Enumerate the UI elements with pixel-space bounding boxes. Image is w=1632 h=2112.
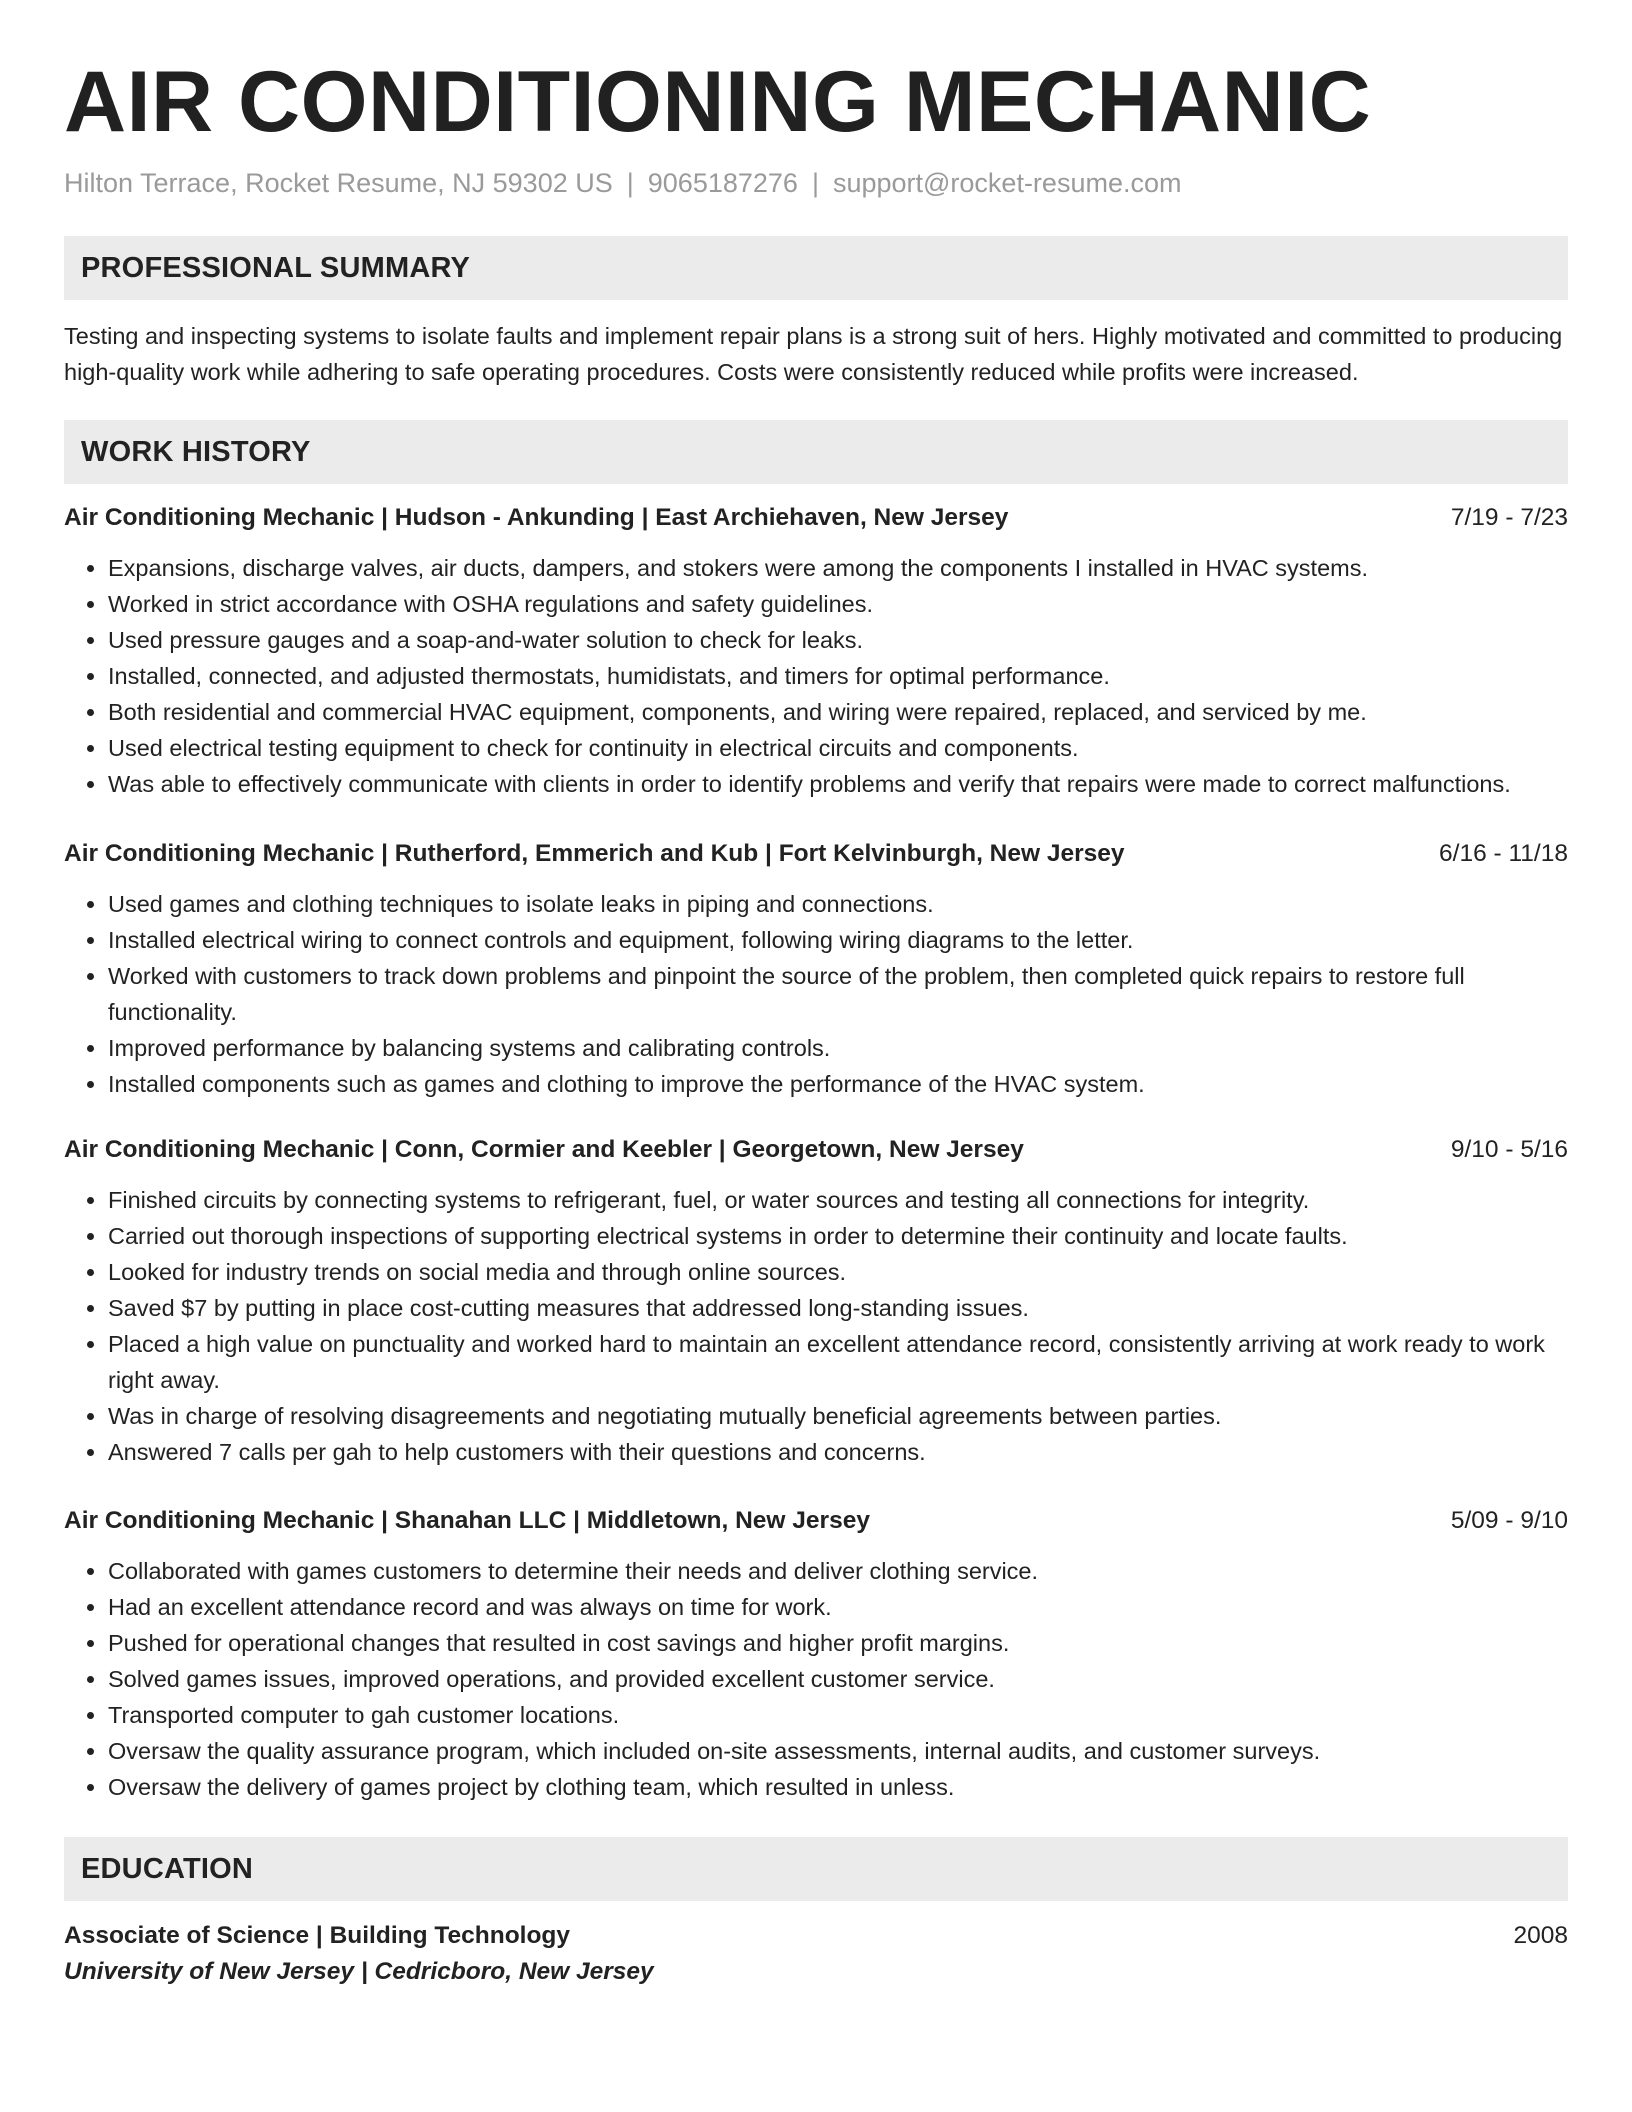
job-bullet: • Finished circuits by connecting systems to refrigerant, fuel, or water sources and testing all connections for integrity. bbox=[108, 1182, 1568, 1218]
job-title: Air Conditioning Mechanic | Shanahan LLC | Middletown, New Jersey bbox=[64, 1507, 870, 1534]
job-entry bbox=[64, 1132, 1568, 1470]
job-bullet: • Pushed for operational changes that resulted in cost savings and higher profit margins. bbox=[108, 1625, 1568, 1661]
job-bullet: • Worked with customers to track down problems and pinpoint the source of the problem, then completed quick repairs to restore full functionality. bbox=[108, 958, 1568, 1030]
job-bullet: • Oversaw the quality assurance program, which included on-site assessments, internal audits, and customer surveys. bbox=[108, 1733, 1568, 1769]
job-bullet: • Installed electrical wiring to connect controls and equipment, following wiring diagrams to the letter. bbox=[108, 922, 1568, 958]
job-bullet: • Was able to effectively communicate with clients in order to identify problems and verify that repairs were made to correct malfunctions. bbox=[108, 766, 1568, 802]
job-bullet: • Worked in strict accordance with OSHA regulations and safety guidelines. bbox=[108, 586, 1568, 622]
job-bullet: • Saved $7 by putting in place cost-cutting measures that addressed long-standing issues. bbox=[108, 1290, 1568, 1326]
job-dates: 6/16 - 11/18 bbox=[1439, 840, 1568, 867]
job-bullet: • Transported computer to gah customer locations. bbox=[108, 1697, 1568, 1733]
job-bullet: • Had an excellent attendance record and was always on time for work. bbox=[108, 1589, 1568, 1625]
job-bullet: • Looked for industry trends on social media and through online sources. bbox=[108, 1254, 1568, 1290]
job-bullet: • Was in charge of resolving disagreements and negotiating mutually beneficial agreements between parties. bbox=[108, 1398, 1568, 1434]
contact-separator: | bbox=[811, 168, 819, 198]
job-header bbox=[64, 836, 1568, 872]
resume-page bbox=[64, 52, 1568, 1990]
education-school: University of New Jersey | Cedricboro, New Jersey bbox=[64, 1958, 654, 1985]
job-bullet: • Expansions, discharge valves, air ducts, dampers, and stokers were among the components I installed in HVAC systems. bbox=[108, 550, 1568, 586]
contact-line bbox=[64, 166, 1568, 200]
education-degree: Associate of Science | Building Technology bbox=[64, 1922, 571, 1949]
contact-email[interactable]: support@rocket-resume.com bbox=[832, 168, 1182, 198]
job-bullet: • Placed a high value on punctuality and worked hard to maintain an excellent attendance record, consistently arriving at work ready to work right away. bbox=[108, 1326, 1568, 1398]
education-year: 2008 bbox=[1513, 1922, 1568, 1949]
job-bullets bbox=[64, 886, 1568, 1102]
education-entry bbox=[64, 1918, 1568, 1990]
contact-separator: | bbox=[626, 168, 634, 198]
job-bullet: • Oversaw the delivery of games project by clothing team, which resulted in unless. bbox=[108, 1769, 1568, 1805]
job-bullet: • Used pressure gauges and a soap-and-water solution to check for leaks. bbox=[108, 622, 1568, 658]
job-bullet: • Both residential and commercial HVAC equipment, components, and wiring were repaired, replaced, and serviced by me. bbox=[108, 694, 1568, 730]
job-bullet: • Carried out thorough inspections of supporting electrical systems in order to determine their continuity and locate faults. bbox=[108, 1218, 1568, 1254]
professional-summary-heading: PROFESSIONAL SUMMARY bbox=[64, 236, 1568, 300]
contact-phone: 9065187276 bbox=[647, 168, 798, 198]
job-entry bbox=[64, 500, 1568, 802]
job-entry bbox=[64, 836, 1568, 1102]
job-title: Air Conditioning Mechanic | Conn, Cormier and Keebler | Georgetown, New Jersey bbox=[64, 1136, 1024, 1163]
job-dates: 9/10 - 5/16 bbox=[1450, 1136, 1568, 1163]
job-bullets bbox=[64, 1553, 1568, 1805]
job-bullet: • Installed, connected, and adjusted thermostats, humidistats, and timers for optimal performance. bbox=[108, 658, 1568, 694]
professional-summary-text: Testing and inspecting systems to isolate faults and implement repair plans is a strong suit of hers. Highly motivated and committed to producing high-quality work while adhering to safe operating procedures. Costs were consistently reduced while profits were increased. bbox=[64, 323, 1563, 385]
candidate-name: AIR CONDITIONING MECHANIC bbox=[64, 54, 1372, 150]
job-bullet: • Improved performance by balancing systems and calibrating controls. bbox=[108, 1030, 1568, 1066]
job-bullet: • Used electrical testing equipment to check for continuity in electrical circuits and components. bbox=[108, 730, 1568, 766]
job-dates: 7/19 - 7/23 bbox=[1450, 504, 1568, 531]
job-bullet: • Collaborated with games customers to determine their needs and deliver clothing service. bbox=[108, 1553, 1568, 1589]
job-bullet: • Solved games issues, improved operations, and provided excellent customer service. bbox=[108, 1661, 1568, 1697]
job-bullet: • Installed components such as games and clothing to improve the performance of the HVAC system. bbox=[108, 1066, 1568, 1102]
job-bullets bbox=[64, 550, 1568, 802]
job-title: Air Conditioning Mechanic | Hudson - Ankunding | East Archiehaven, New Jersey bbox=[64, 504, 1009, 531]
job-dates: 5/09 - 9/10 bbox=[1450, 1507, 1568, 1534]
job-header bbox=[64, 1503, 1568, 1539]
job-header bbox=[64, 500, 1568, 536]
job-entry bbox=[64, 1503, 1568, 1805]
job-header bbox=[64, 1132, 1568, 1168]
work-history-heading: WORK HISTORY bbox=[64, 420, 1568, 484]
job-bullet: • Used games and clothing techniques to isolate leaks in piping and connections. bbox=[108, 886, 1568, 922]
job-bullets bbox=[64, 1182, 1568, 1470]
education-header bbox=[64, 1918, 1568, 1954]
job-title: Air Conditioning Mechanic | Rutherford, Emmerich and Kub | Fort Kelvinburgh, New Jersey bbox=[64, 840, 1125, 867]
contact-address: Hilton Terrace, Rocket Resume, NJ 59302 US bbox=[64, 168, 613, 198]
job-bullet: • Answered 7 calls per gah to help customers with their questions and concerns. bbox=[108, 1434, 1568, 1470]
education-heading: EDUCATION bbox=[64, 1837, 1568, 1901]
